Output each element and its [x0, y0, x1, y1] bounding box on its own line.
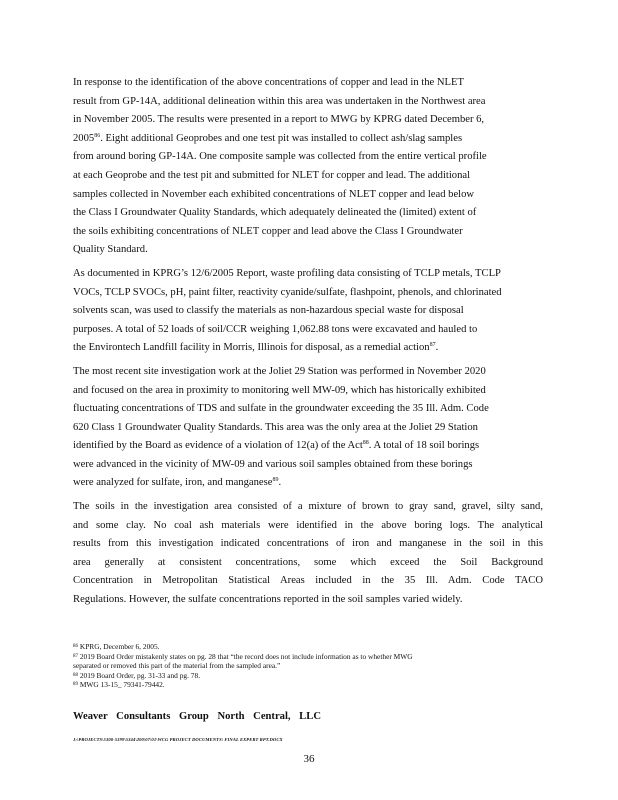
footnote-number: 89 [73, 682, 78, 688]
footnote-89 [73, 680, 543, 690]
footnote-87 [73, 652, 543, 662]
text-line: the Environtech Landfill facility in Morris, Illinois for disposal, as a remedial action$^{87}$. [73, 342, 439, 354]
text-line: result from GP-14A, additional delineation within this area was undertaken in the Northwest area [73, 95, 486, 107]
footnotes [73, 642, 543, 690]
text-line: results from this investigation indicated concentrations of iron and manganese in the soil in this [73, 538, 543, 550]
text-line: the Class I Groundwater Quality Standards, which adequately delineated the (limited) extent of [73, 207, 477, 219]
text-line: fluctuating concentrations of TDS and sulfate in the groundwater exceeding the 35 Ill. Adm. Code [73, 403, 489, 415]
footnote-text: 2019 Board Order mistakenly states on pg. 28 that “the record does not include information as to whether MWG [79, 651, 413, 661]
text-line: The soils in the investigation area consisted of a mixture of brown to gray sand, gravel, silty sand, [73, 501, 543, 513]
text-line: were analyzed for sulfate, iron, and manganese$^{89}$. [73, 477, 282, 489]
text-line: were advanced in the vicinity of MW-09 and various soil samples obtained from these borings [73, 458, 473, 470]
text-line: Concentration in Metropolitan Statistical Areas included in the 35 Ill. Adm. Code TACO [73, 575, 543, 587]
footnote-text: MWG 13-15_ 79341-79442. [79, 680, 165, 690]
paragraph-recent-investigation [73, 363, 543, 493]
text-line: the soils exhibiting concentrations of NLET copper and lead above the Class I Groundwater [73, 225, 463, 237]
text-line: and some clay. No coal ash materials were identified in the above boring logs. The analytical [73, 519, 543, 531]
footnote-number: 86 [73, 644, 78, 649]
footnote-reference: 89 [272, 477, 279, 484]
file-path: J:\PROJECTS\5300-5399\5344\200\07\01\WCG PROJECT DOCUMENTS\ FINAL EXPERT RPT.DOCX [73, 737, 283, 742]
company-name: Weaver Consultants Group North Central, LLC [73, 711, 321, 722]
text-line: Regulations. However, the sulfate concentrations reported in the soil samples varied widely. [73, 594, 463, 606]
footnote-text: 2019 Board Order, pg. 31-33 and pg. 78. [79, 670, 201, 680]
text-line: purposes. A total of 52 loads of soil/CCR weighing 1,062.88 tons were excavated and hauled to [73, 323, 478, 335]
footnote-88 [73, 671, 543, 681]
footnote-reference: 86 [94, 132, 101, 139]
footnote-number: 87 [73, 653, 78, 659]
footnote-87-continued [73, 661, 543, 671]
footnote-reference: 87 [429, 342, 436, 349]
text-line: 620 Class 1 Groundwater Quality Standards. This area was the only area at the Joliet 29 Station [73, 421, 478, 433]
body-text [73, 74, 543, 615]
footnote-text: KPRG, December 6, 2005. [79, 642, 160, 651]
footnote-86 [73, 642, 543, 652]
text-line: in November 2005. The results were presented in a report to MWG by KPRG dated December 6, [73, 114, 485, 126]
text-line: As documented in KPRG’s 12/6/2005 Report, waste profiling data consisting of TCLP metals, TCLP [73, 267, 501, 279]
paragraph-waste-profiling [73, 265, 543, 358]
text-line: In response to the identification of the above concentrations of copper and lead in the NLET [73, 77, 464, 88]
paragraph-delineation [73, 74, 543, 260]
text-line: at each Geoprobe and the test pit and submitted for NLET for copper and lead. The additional [73, 169, 471, 181]
text-line: area generally at consistent concentrations, some which exceed the Soil Background [73, 556, 543, 568]
page-number: 36 [303, 753, 315, 765]
text-line: samples collected in November each exhibited concentrations of NLET copper and lead below [73, 188, 475, 200]
footnote-text: separated or removed this part of the material from the sampled area.” [73, 661, 281, 671]
text-line: The most recent site investigation work at the Joliet 29 Station was performed in November 2020 [73, 365, 486, 377]
text-line: Quality Standard. [73, 244, 148, 256]
text-line: and focused on the area in proximity to monitoring well MW-09, which has historically exhibited [73, 384, 486, 396]
text-line: VOCs, TCLP SVOCs, pH, paint filter, reactivity cyanide/sulfate, flashpoint, phenols, and chlorinated [73, 286, 502, 298]
footnote-reference: 88 [362, 440, 369, 447]
text-line: from around boring GP-14A. One composite sample was collected from the entire vertical profile [73, 151, 487, 163]
text-line: 2005$^{86}$. Eight additional Geoprobes and one test pit was installed to collect ash/slag samples [73, 132, 463, 144]
text-line: solvents scan, was used to classify the materials as non-hazardous special waste for disposal [73, 305, 464, 317]
paragraph-soils [73, 498, 543, 610]
text-line: identified by the Board as evidence of a violation of 12(a) of the Act$^{88}$. A total of 18 soil borings [73, 440, 480, 452]
footnote-number: 88 [73, 672, 78, 678]
